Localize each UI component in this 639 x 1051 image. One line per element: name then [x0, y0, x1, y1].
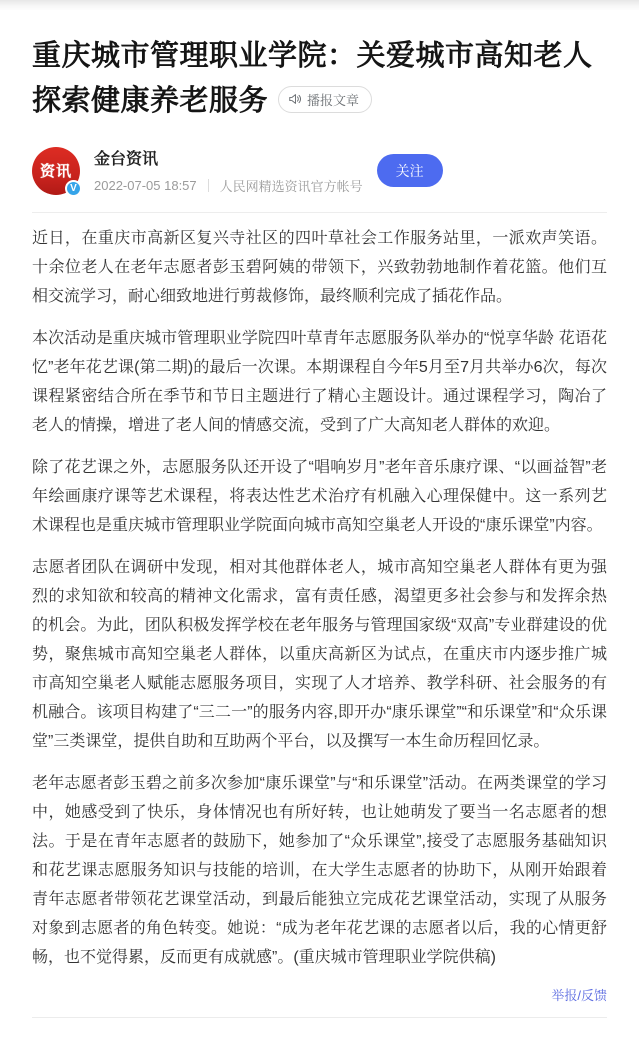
article-title-text: 重庆城市管理职业学院：关爱城市高知老人 探索健康养老服务	[32, 40, 593, 117]
article-paragraph: 老年志愿者彭玉碧之前多次参加“康乐课堂”与“和乐课堂”活动。在两类课堂的学习中，她感受到了快乐，身体情况也有所好转，也让她萌发了要当一名志愿者的想法。于是在青年志愿者的鼓励下，她参加了“众乐课堂”,接受了志愿服务基础知识和花艺课志愿服务知识与技能的培训，在大学生志愿者的协助下，从刚开始跟着青年志愿者带领花艺课堂活动，到最后能独立完成花艺课堂活动，实现了从服务对象到志愿者的角色转变。她说：“成为老年花艺课的志愿者以后，我的心情更舒畅，也不觉得累，反而更有成就感”。(重庆城市管理职业学院供稿)	[32, 775, 607, 966]
article-title	[32, 34, 607, 124]
avatar[interactable]	[32, 147, 80, 195]
author-name[interactable]: 金台资讯	[94, 151, 159, 168]
speaker-icon	[288, 92, 302, 106]
author-meta	[94, 176, 363, 195]
page-top-shadow	[0, 0, 639, 10]
verified-badge-icon: V	[65, 180, 82, 197]
article-paragraph: 志愿者团队在调研中发现，相对其他群体老人，城市高知空巢老人群体有更为强烈的求知欲和较高的精神文化需求，富有责任感，渴望更多社会参与和发挥余热的机会。为此，团队积极发挥学校在老年服务与管理国家级“双高”专业群建设的优势，聚焦城市高知空巢老人群体，以重庆高新区为试点，在重庆市内逐步推广城市高知空巢老人赋能志愿服务项目，实现了人才培养、教学科研、社会服务的有机融合。该项目构建了“三二一”的服务内容,即开办“康乐课堂”“和乐课堂”和“众乐课堂”三类课堂，提供自助和互助两个平台，以及撰写一本生命历程回忆录。	[32, 559, 607, 750]
article-body	[32, 213, 607, 972]
article-paragraph: 近日，在重庆市高新区复兴寺社区的四叶草社会工作服务站里，一派欢声笑语。十余位老人在老年志愿者彭玉碧阿姨的带领下，兴致勃勃地制作着花篮。他们互相交流学习，耐心细致地进行剪裁修饰，最终顺利完成了插花作品。	[32, 230, 607, 305]
account-description: 人民网精选资讯官方帐号	[219, 179, 363, 194]
publish-timestamp: 2022-07-05 18:57	[94, 178, 197, 193]
bottom-divider	[32, 1017, 607, 1018]
follow-button[interactable]: 关注	[377, 154, 443, 187]
article-paragraph: 本次活动是重庆城市管理职业学院四叶草青年志愿服务队举办的“悦享华龄 花语花忆”老年花艺课(第二期)的最后一次课。本期课程自今年5月至7月共举办6次，每次课程紧密结合所在季节和节日主题进行了精心主题设计。通过课程学习，陶冶了老人的情操，增进了老人间的情感交流，受到了广大高知老人群体的欢迎。	[32, 330, 607, 434]
author-row	[32, 146, 607, 195]
broadcast-article-button[interactable]	[278, 86, 372, 113]
report-feedback-link[interactable]: 举报/反馈	[551, 988, 607, 1003]
avatar-text: 资讯	[39, 163, 72, 180]
article-paragraph: 除了花艺课之外，志愿服务队还开设了“唱响岁月”老年音乐康疗课、“以画益智”老年绘画康疗课等艺术课程，将表达性艺术治疗有机融入心理保健中。这一系列艺术课程也是重庆城市管理职业学院面向城市高知空巢老人开设的“康乐课堂”内容。	[32, 459, 607, 534]
broadcast-button-label: 播报文章	[307, 92, 360, 108]
author-info	[94, 146, 363, 195]
report-row	[32, 985, 607, 1005]
meta-divider	[208, 179, 209, 192]
